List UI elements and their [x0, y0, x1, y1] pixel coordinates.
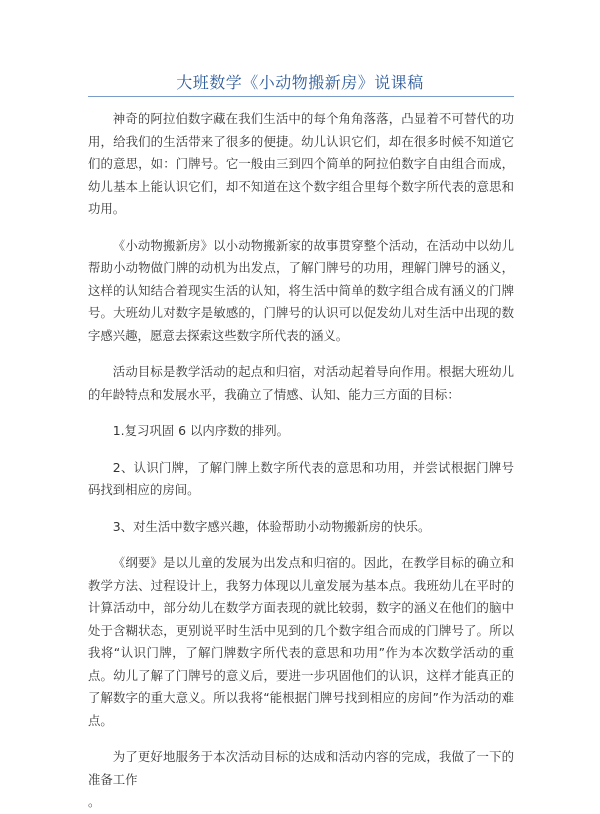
paragraph-activity: 《小动物搬新房》以小动物搬新家的故事贯穿整个活动，在活动中以幼儿帮助小动物做门牌的动机为出发点，了解门牌号的功用，理解门牌号的涵义，这样的认知结合着现实生活的认知，将生活中简单的数字组合成有涵义的门牌号。大班幼儿对数字是敏感的，门牌号的认识可以促发幼儿对生活中出现的数字感兴趣，愿意去探索这些数字所代表的涵义。 [88, 237, 514, 343]
paragraph-intro: 神奇的阿拉伯数字藏在我们生活中的每个角角落落，凸显着不可替代的功用，给我们的生活带来了很多的便捷。幼儿认识它们，却在很多时候不知道它们的意思，如：门牌号。它一般由三到四个简单的阿拉伯数字自由组合而成，幼儿基本上能认识它们，却不知道在这个数字组合里每个数字所代表的意思和功用。 [88, 111, 514, 216]
paragraph-guidelines: 《纲要》是以儿童的发展为出发点和归宿的。因此，在教学目标的确立和教学方法、过程设计上，我努力体现以儿童发展为基本点。我班幼儿在平时的计算活动中，部分幼儿在数学方面表现的就比较弱，数字的涵义在他们的脑中处于含糊状态，更别说平时生活中见到的几个数字组合而成的门牌号了。所以我将“认识门牌，了解门牌数字所代表的意思和功用”作为本次数学活动的重点。幼儿了解了门牌号的意义后，要进一步巩固他们的认识，这样才能真正的了解数字的重大意义。所以我将“能根据门牌号找到相应的房间”作为活动的难点。 [88, 555, 514, 728]
paragraph-tail-mark: 。 [88, 794, 101, 809]
document-title: 大班数学《小动物搬新房》说课稿 [176, 73, 424, 92]
paragraph-goals-intro: 活动目标是教学活动的起点和归宿，对活动起着导向作用。根据大班幼儿的年龄特点和发展水平，我确立了情感、认知、能力三方面的目标： [88, 364, 514, 402]
paragraph-preparation: 为了更好地服务于本次活动目标的达成和活动内容的完成，我做了一下的准备工作 [88, 749, 514, 787]
goal-item-2: 2、认识门牌，了解门牌上数字所代表的意思和功用，并尝试根据门牌号码找到相应的房间。 [88, 459, 514, 497]
document-body [88, 108, 514, 814]
goal-item-3: 3、对生活中数字感兴趣，体验帮助小动物搬新房的快乐。 [112, 518, 431, 534]
title-divider [88, 96, 514, 97]
goal-item-1: 1.复习巩固 6 以内序数的排列。 [112, 423, 290, 438]
